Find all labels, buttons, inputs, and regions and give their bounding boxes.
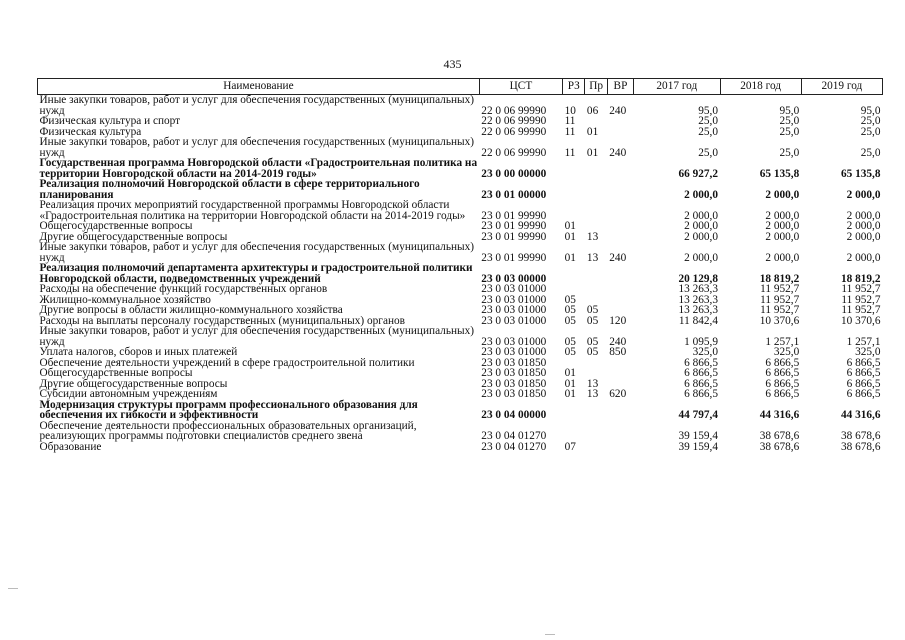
cell-name: Иные закупки товаров, работ и услуг для обеспечения государственных (муниципальных) нужд <box>39 241 475 264</box>
header-rz: РЗ <box>563 79 585 95</box>
cell-name: Реализация полномочий департамента архитектуры и градостроительной политики Новгородской области, подведомственных учреждений <box>39 262 473 285</box>
cell-rz <box>563 284 585 295</box>
cell-name: Общегосударственные вопросы <box>39 367 193 379</box>
cell-2017: 95,0 <box>698 104 718 117</box>
cell-vr <box>607 305 633 316</box>
table-header-row <box>38 79 883 95</box>
table-row <box>38 179 883 200</box>
cell-2019: 6 866,5 <box>846 388 881 400</box>
cell-2018: 25,0 <box>779 125 800 138</box>
cell-rz: 05 <box>564 293 576 306</box>
cell-cst: 23 0 01 00000 <box>481 188 547 201</box>
cell-2019: 11 952,7 <box>841 283 881 295</box>
cell-rz <box>563 200 585 221</box>
cell-2019: 325,0 <box>855 346 881 358</box>
cell-pr <box>585 263 607 284</box>
cell-2018: 6 866,5 <box>765 377 800 390</box>
cell-2017: 39 159,4 <box>678 430 718 442</box>
cell-2017: 11 842,4 <box>678 314 718 327</box>
cell-cst: 23 0 03 01850 <box>481 367 547 379</box>
header-cst: ЦСТ <box>479 79 562 95</box>
cell-rz: 01 <box>564 251 576 264</box>
cell-name: Другие вопросы в области жилищно-коммунального хозяйства <box>39 304 343 316</box>
header-2018: 2018 год <box>720 79 801 95</box>
table-row <box>38 326 883 347</box>
table-row <box>38 200 883 221</box>
cell-vr <box>607 200 633 221</box>
cell-pr <box>585 442 607 453</box>
table-row <box>38 400 883 421</box>
cell-2018: 2 000,0 <box>765 251 800 264</box>
cell-2018: 38 678,6 <box>759 440 800 453</box>
budget-table <box>37 78 883 452</box>
scan-mark <box>8 588 18 589</box>
cell-pr: 01 <box>586 125 599 138</box>
cell-name: Субсидии автономным учреждениям <box>39 388 218 400</box>
cell-2019: 11 952,7 <box>841 304 881 316</box>
header-pr: Пр <box>585 79 607 95</box>
cell-vr <box>607 400 633 421</box>
cell-2019: 44 316,6 <box>840 409 881 421</box>
cell-2018: 11 952,7 <box>760 293 800 306</box>
cell-rz: 01 <box>564 367 576 379</box>
cell-2017: 13 263,3 <box>678 283 718 295</box>
cell-rz: 05 <box>564 335 576 348</box>
cell-2017: 6 866,5 <box>684 356 718 369</box>
scan-mark <box>545 634 555 635</box>
table-row <box>38 389 883 400</box>
cell-name: Реализация прочих мероприятий государственной программы Новгородской области «Градостроительная политика на территории Новгородской области на 2014-2019 годы» <box>39 199 466 222</box>
cell-name: Расходы на обеспечение функций государственных органов <box>39 283 328 295</box>
cell-2019: 1 257,1 <box>846 335 881 348</box>
cell-cst: 23 0 01 99990 <box>481 230 547 243</box>
cell-2017: 20 129,8 <box>678 272 718 285</box>
cell-rz: 11 <box>564 115 576 127</box>
cell-rz <box>563 421 585 442</box>
cell-2017: 6 866,5 <box>684 388 718 400</box>
cell-2018: 2 000,0 <box>765 209 800 222</box>
cell-pr <box>585 358 607 369</box>
cell-vr <box>607 368 633 379</box>
cell-2017: 13 263,3 <box>678 304 718 316</box>
cell-name: Жилищно-коммунальное хозяйство <box>39 293 211 306</box>
cell-rz: 05 <box>564 314 576 327</box>
table-row <box>38 263 883 284</box>
cell-2019: 6 866,5 <box>846 356 881 369</box>
table-row <box>38 421 883 442</box>
cell-name: Уплата налогов, сборов и иных платежей <box>39 346 238 358</box>
cell-2018: 325,0 <box>773 346 800 358</box>
cell-pr <box>585 116 607 127</box>
cell-vr <box>607 179 633 200</box>
cell-2018: 2 000,0 <box>765 220 800 232</box>
cell-name: Физическая культура <box>39 125 142 138</box>
cell-2019: 2 000,0 <box>846 188 881 201</box>
cell-pr: 13 <box>586 230 599 243</box>
cell-2017: 39 159,4 <box>678 440 718 453</box>
cell-cst: 23 0 04 00000 <box>481 409 547 421</box>
cell-cst: 22 0 06 99990 <box>481 146 547 159</box>
cell-vr <box>607 421 633 442</box>
cell-cst: 23 0 03 01000 <box>481 335 547 348</box>
cell-rz <box>563 158 585 179</box>
table-row <box>38 95 883 117</box>
cell-vr: 240 <box>609 335 627 348</box>
cell-vr <box>607 116 633 127</box>
cell-cst: 23 0 03 01000 <box>481 314 547 327</box>
table-body <box>38 95 883 453</box>
cell-2018: 1 257,1 <box>765 335 800 348</box>
cell-rz: 05 <box>564 346 576 358</box>
cell-pr <box>585 421 607 442</box>
cell-2019: 38 678,6 <box>840 440 881 453</box>
cell-rz: 10 <box>564 104 576 117</box>
cell-2017: 2 000,0 <box>684 188 718 201</box>
cell-name: Другие общегосударственные вопросы <box>39 230 228 243</box>
cell-2019: 10 370,6 <box>840 314 881 327</box>
cell-cst: 23 0 03 01000 <box>481 283 547 295</box>
cell-pr <box>585 221 607 232</box>
cell-2019: 25,0 <box>860 146 881 159</box>
table-row <box>38 242 883 263</box>
cell-cst: 22 0 06 99990 <box>481 104 547 117</box>
cell-2018: 2 000,0 <box>765 230 800 243</box>
cell-vr <box>607 358 633 369</box>
cell-2018: 38 678,6 <box>759 430 800 442</box>
cell-rz <box>563 179 585 200</box>
cell-2018: 18 819,2 <box>759 272 800 285</box>
cell-pr <box>585 158 607 179</box>
cell-name: Расходы на выплаты персоналу государственных (муниципальных) органов <box>39 314 405 327</box>
cell-pr: 05 <box>586 304 599 316</box>
cell-cst: 23 0 03 00000 <box>481 272 547 285</box>
cell-pr: 13 <box>586 388 599 400</box>
cell-vr <box>607 295 633 306</box>
cell-name: Государственная программа Новгородской области «Градостроительная политика на территории Новгородской области на 2014-2019 годы» <box>39 157 478 180</box>
cell-2017: 6 866,5 <box>684 377 718 390</box>
cell-vr: 850 <box>609 346 627 358</box>
cell-2019: 25,0 <box>860 125 881 138</box>
cell-2017: 2 000,0 <box>684 230 718 243</box>
cell-2018: 10 370,6 <box>759 314 800 327</box>
cell-2018: 25,0 <box>779 115 800 127</box>
cell-2017: 6 866,5 <box>684 367 718 379</box>
cell-2017: 25,0 <box>698 125 718 138</box>
cell-2019: 2 000,0 <box>846 220 881 232</box>
cell-2017: 325,0 <box>692 346 718 358</box>
cell-cst: 22 0 06 99990 <box>481 125 547 138</box>
cell-2019: 95,0 <box>860 104 881 117</box>
cell-2018: 65 135,8 <box>759 167 800 180</box>
cell-2019: 18 819,2 <box>840 272 881 285</box>
cell-2018: 11 952,7 <box>760 304 800 316</box>
cell-vr <box>607 158 633 179</box>
cell-2019: 6 866,5 <box>846 367 881 379</box>
table-row <box>38 368 883 379</box>
cell-cst: 23 0 03 01000 <box>481 304 547 316</box>
cell-cst: 23 0 04 01270 <box>481 440 547 453</box>
cell-rz: 01 <box>564 388 576 400</box>
table-row <box>38 116 883 127</box>
cell-vr <box>607 232 633 243</box>
cell-rz <box>563 400 585 421</box>
cell-rz <box>563 263 585 284</box>
cell-name: Общегосударственные вопросы <box>39 220 193 232</box>
cell-pr <box>585 284 607 295</box>
cell-vr <box>607 127 633 138</box>
cell-2017: 66 927,2 <box>678 167 718 180</box>
cell-vr <box>607 263 633 284</box>
cell-2017: 44 797,4 <box>678 409 718 421</box>
cell-rz: 01 <box>564 377 576 390</box>
cell-2019: 38 678,6 <box>840 430 881 442</box>
cell-rz: 07 <box>564 440 576 453</box>
cell-2018: 11 952,7 <box>760 283 800 295</box>
cell-name: Обеспечение деятельности учреждений в сфере градостроительной политики <box>39 356 415 369</box>
cell-2018: 95,0 <box>779 104 800 117</box>
cell-rz: 11 <box>564 125 576 138</box>
cell-vr <box>607 284 633 295</box>
cell-cst: 23 0 03 01000 <box>481 346 547 358</box>
cell-cst: 23 0 03 01000 <box>481 293 547 306</box>
cell-vr: 240 <box>609 104 627 117</box>
cell-name: Реализация полномочий Новгородской области в сфере территориального планирования <box>39 178 420 201</box>
cell-pr: 05 <box>586 335 599 348</box>
cell-name: Другие общегосударственные вопросы <box>39 377 228 390</box>
cell-name: Иные закупки товаров, работ и услуг для обеспечения государственных (муниципальных) нужд <box>39 136 475 159</box>
cell-2017: 25,0 <box>698 115 718 127</box>
table-row <box>38 305 883 316</box>
cell-2019: 25,0 <box>860 115 881 127</box>
cell-pr: 13 <box>586 251 599 264</box>
cell-2019: 2 000,0 <box>846 230 881 243</box>
cell-rz: 01 <box>564 220 576 232</box>
cell-2017: 1 095,9 <box>684 335 718 348</box>
cell-name: Модернизация структуры программ профессионального образования для обеспечения их гибкости и эффективности <box>39 398 418 421</box>
header-2019: 2019 год <box>801 79 882 95</box>
cell-2019: 65 135,8 <box>840 167 881 180</box>
cell-cst: 23 0 01 99990 <box>481 251 547 264</box>
cell-2017: 2 000,0 <box>684 220 718 232</box>
cell-2019: 2 000,0 <box>846 209 881 222</box>
cell-pr <box>585 368 607 379</box>
cell-cst: 23 0 04 01270 <box>481 430 547 442</box>
cell-vr: 620 <box>609 388 627 400</box>
cell-2018: 6 866,5 <box>765 388 800 400</box>
cell-pr: 05 <box>586 314 599 327</box>
cell-2019: 2 000,0 <box>846 251 881 264</box>
cell-2017: 13 263,3 <box>678 293 718 306</box>
cell-pr <box>585 400 607 421</box>
cell-2017: 25,0 <box>698 146 718 159</box>
cell-name: Иные закупки товаров, работ и услуг для обеспечения государственных (муниципальных) нужд <box>39 325 475 348</box>
cell-name: Обеспечение деятельности профессиональных образовательных организаций, реализующих программы подготовки специалистов среднего звена <box>39 419 417 442</box>
cell-pr: 06 <box>586 104 599 117</box>
cell-vr <box>607 221 633 232</box>
cell-2019: 6 866,5 <box>846 377 881 390</box>
cell-cst: 23 0 03 01850 <box>481 388 547 400</box>
cell-cst: 23 0 03 01850 <box>481 356 547 369</box>
cell-cst: 23 0 01 99990 <box>481 209 547 222</box>
cell-rz: 11 <box>564 146 576 159</box>
cell-2017: 2 000,0 <box>684 251 718 264</box>
cell-pr <box>585 179 607 200</box>
cell-pr: 13 <box>586 377 599 390</box>
cell-2018: 6 866,5 <box>765 367 800 379</box>
cell-2018: 6 866,5 <box>765 356 800 369</box>
cell-rz: 05 <box>564 304 576 316</box>
table-row <box>38 158 883 179</box>
cell-2018: 2 000,0 <box>765 188 800 201</box>
cell-name: Образование <box>39 440 102 453</box>
table-row <box>38 347 883 358</box>
page-number: 435 <box>443 57 462 71</box>
cell-pr <box>585 200 607 221</box>
table-row <box>38 442 883 453</box>
cell-vr <box>607 442 633 453</box>
table-row <box>38 284 883 295</box>
cell-vr: 240 <box>609 251 627 264</box>
table-row <box>38 137 883 158</box>
cell-2017: 2 000,0 <box>684 209 718 222</box>
cell-vr: 120 <box>609 314 627 327</box>
cell-pr: 01 <box>586 146 599 159</box>
cell-pr: 05 <box>586 346 599 358</box>
cell-2018: 44 316,6 <box>759 409 800 421</box>
header-2017: 2017 год <box>634 79 720 95</box>
cell-name: Физическая культура и спорт <box>39 115 181 127</box>
header-vr: ВР <box>607 79 633 95</box>
cell-cst: 22 0 06 99990 <box>481 115 547 127</box>
cell-vr: 240 <box>609 146 627 159</box>
cell-cst: 23 0 01 99990 <box>481 220 547 232</box>
cell-name: Иные закупки товаров, работ и услуг для обеспечения государственных (муниципальных) нужд <box>39 94 475 117</box>
cell-2018: 25,0 <box>779 146 800 159</box>
table-row <box>38 221 883 232</box>
cell-rz: 01 <box>564 230 576 243</box>
cell-2019: 11 952,7 <box>841 293 881 306</box>
cell-cst: 23 0 00 00000 <box>481 167 547 180</box>
cell-cst: 23 0 03 01850 <box>481 377 547 390</box>
header-name: Наименование <box>38 79 480 95</box>
